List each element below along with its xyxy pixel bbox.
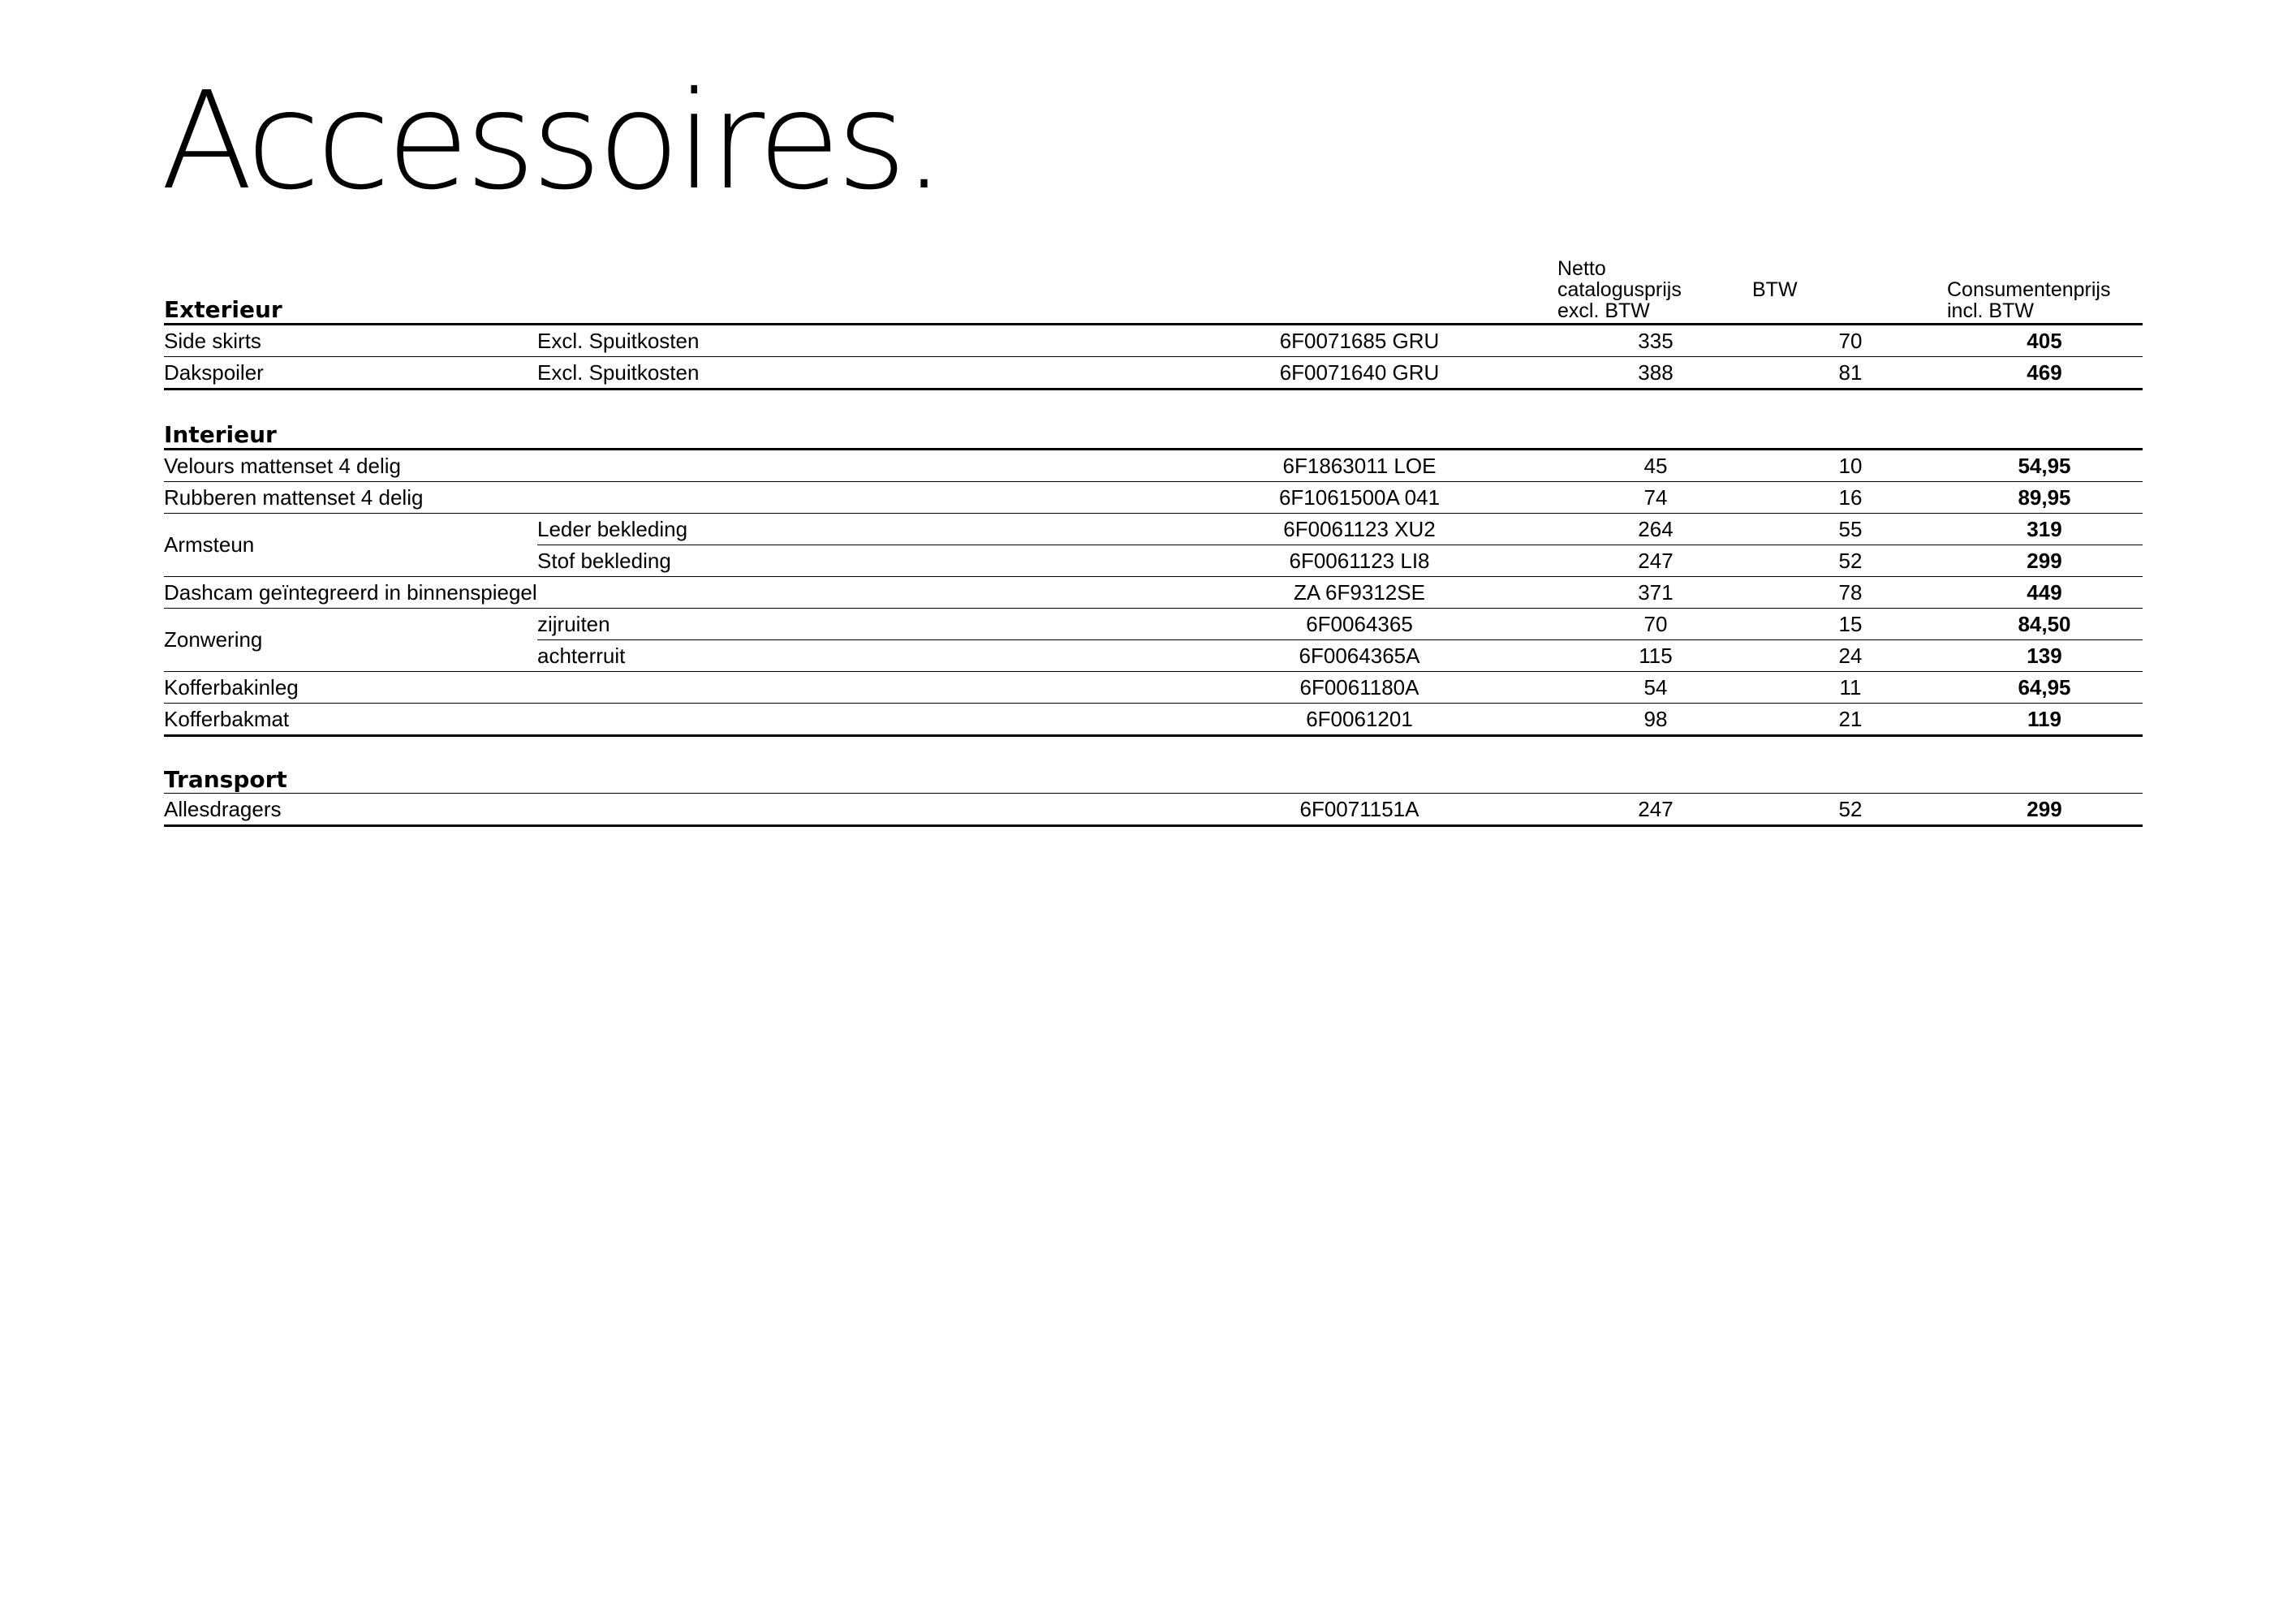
interieur-header: [164, 414, 2143, 450]
table-row: Kofferbakmat 6F0061201 98 21 119: [164, 704, 2143, 737]
table-row: Dashcam geïntegreerd in binnenspiegel ZA 6F9312SE 371 78 449: [164, 577, 2143, 609]
section-title-exterieur: Exterieur: [164, 296, 282, 323]
exterieur-header: [164, 258, 2143, 325]
table-row: Kofferbakinleg 6F0061180A 54 11 64,95: [164, 672, 2143, 704]
table-row: Leder bekleding 6F0061123 XU2 264 55 319: [537, 514, 2143, 545]
table-row: Stof bekleding 6F0061123 LI8 247 52 299: [164, 545, 2143, 577]
column-header-netto: Netto catalogusprijs excl. BTW: [1557, 257, 1682, 322]
section-title-transport: Transport: [164, 766, 287, 793]
table-row: Side skirts Excl. Spuitkosten 6F0071685 GRU 335 70 405: [164, 325, 2143, 357]
section-title-interieur: Interieur: [164, 421, 277, 448]
merged-cell-armsteun: Armsteun: [164, 532, 255, 557]
table-row: Velours mattenset 4 delig 6F1863011 LOE 45 10 54,95: [164, 450, 2143, 482]
column-header-consumentenprijs: Consumentenprijs incl. BTW: [1947, 278, 2111, 322]
page-title: Accessoires.: [161, 63, 941, 220]
table-row: Rubberen mattenset 4 delig 6F1061500A 041 74 16 89,95: [164, 482, 2143, 514]
transport-header: [164, 759, 2143, 794]
table-row: achterruit 6F0064365A 115 24 139: [164, 640, 2143, 672]
table-row: Dakspoiler Excl. Spuitkosten 6F0071640 GRU 388 81 469: [164, 357, 2143, 390]
exterieur-table: [164, 258, 2143, 390]
row-group-armsteun: [164, 514, 2143, 577]
table-row: zijruiten 6F0064365 70 15 84,50: [537, 609, 2143, 640]
row-group-zonwering: [164, 609, 2143, 672]
interieur-table: [164, 414, 2143, 737]
table-row: Allesdragers 6F0071151A 247 52 299: [164, 794, 2143, 827]
transport-table: [164, 759, 2143, 827]
column-header-btw: BTW: [1752, 278, 1798, 301]
merged-cell-zonwering: Zonwering: [164, 627, 263, 652]
